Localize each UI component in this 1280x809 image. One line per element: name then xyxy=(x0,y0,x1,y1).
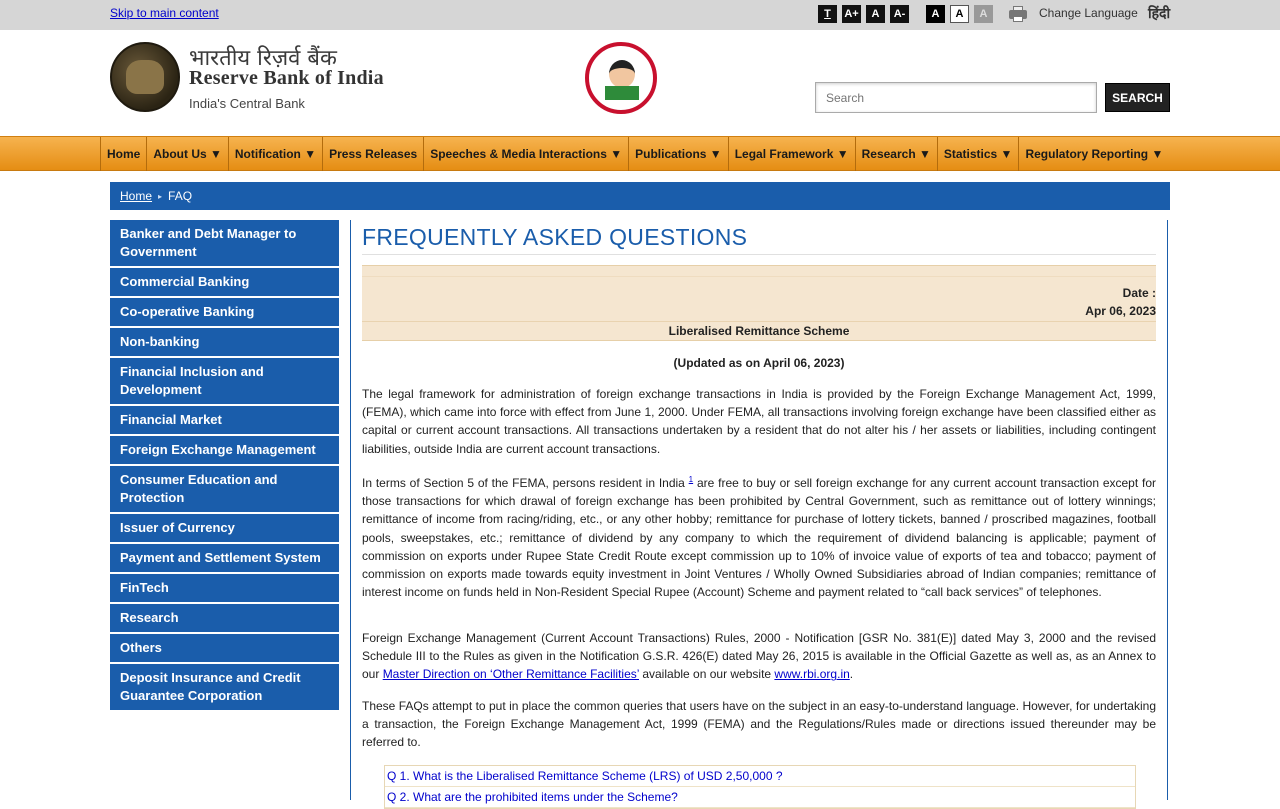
updated-note: (Updated as on April 06, 2023) xyxy=(673,356,845,370)
scheme-title: Liberalised Remittance Scheme xyxy=(668,324,850,338)
brand-tagline: India's Central Bank xyxy=(189,96,305,111)
font-decrease-button[interactable]: A- xyxy=(890,5,909,23)
nav-item-statistics[interactable]: Statistics ▼ xyxy=(937,137,1019,171)
sidebar-item-deposit-insurance[interactable]: Deposit Insurance and Credit Guarantee Corporation xyxy=(110,664,339,712)
faq-question-2-link[interactable]: Q 2. What are the prohibited items under the Scheme? xyxy=(385,787,1135,808)
nav-item-press-releases[interactable]: Press Releases xyxy=(322,137,423,171)
breadcrumb xyxy=(110,182,1170,210)
nav-item-speeches[interactable]: Speeches & Media Interactions ▼ xyxy=(423,137,628,171)
sidebar-item-financial-inclusion[interactable]: Financial Inclusion and Development xyxy=(110,358,339,406)
sidebar-item-non-banking[interactable]: Non-banking xyxy=(110,328,339,358)
sidebar-item-fintech[interactable]: FinTech xyxy=(110,574,339,604)
utility-bar xyxy=(0,0,1280,30)
print-icon[interactable] xyxy=(1008,5,1028,23)
skip-to-content-link[interactable]: Skip to main content xyxy=(110,6,219,20)
sidebar-item-commercial-banking[interactable]: Commercial Banking xyxy=(110,268,339,298)
beti-bachao-logo xyxy=(585,42,657,114)
contrast-white-button[interactable]: A xyxy=(950,5,969,23)
nav-item-publications[interactable]: Publications ▼ xyxy=(628,137,728,171)
sidebar-menu xyxy=(110,220,339,712)
sidebar-item-foreign-exchange[interactable]: Foreign Exchange Management xyxy=(110,436,339,466)
text-only-icon[interactable]: T xyxy=(818,5,837,23)
brand-name-hindi: भारतीय रिज़र्व बैंक xyxy=(189,46,337,71)
brand-name[interactable]: Reserve Bank of India xyxy=(189,67,384,89)
search-input[interactable] xyxy=(815,82,1097,113)
search-button[interactable]: SEARCH xyxy=(1105,83,1170,112)
intro-paragraph-3: Foreign Exchange Management (Current Account Transactions) Rules, 2000 - Notification [GSR No. 381(E)] dated May 3, 2000 and the revised Schedule III to the Rules as given in the Notification G.S.R. 426(E) dated May 26, 2015 is available in the Official Gazette as well as, as an Annex to our Master Direction on ‘Other Remittance Facilities’ available on our website www.rbi.org.in. xyxy=(362,631,1156,682)
intro-paragraph-2: In terms of Section 5 of the FEMA, persons resident in India $^1$ are free to buy or sell foreign exchange for any current account transaction except for those transactions for which drawal of foreign exchange has been prohibited by Central Government, such as remittance out of lottery winnings; remittance of income from racing/riding, etc., or any other hobby; remittance for purchase of lottery tickets, banned / proscribed magazines, football pools, sweepstakes, etc.; remittance of dividend by any company to which the requirement of dividend balancing is applicable; payment of commission on exports under Rupee State Credit Route except commission up to 10% of invoice value of exports of tea and tobacco; payment of commission on exports made towards equity investment in Joint Ventures / Wholly Owned Subsidiaries abroad of Indian companies; remittance of interest income on funds held in Non-Resident Special Rupee (Account) Scheme and payment related to “call back services” of telephones. xyxy=(362,475,1157,600)
title-divider xyxy=(362,254,1156,255)
faq-question-1-link[interactable]: Q 1. What is the Liberalised Remittance Scheme (LRS) of USD 2,50,000 ? xyxy=(385,766,1135,787)
sidebar-item-consumer-education[interactable]: Consumer Education and Protection xyxy=(110,466,339,514)
breadcrumb-current: FAQ xyxy=(168,189,193,203)
hindi-language-link[interactable]: हिंदी xyxy=(1148,5,1171,21)
sidebar-item-issuer-of-currency[interactable]: Issuer of Currency xyxy=(110,514,339,544)
sidebar-item-payment-settlement[interactable]: Payment and Settlement System xyxy=(110,544,339,574)
nav-item-about-us[interactable]: About Us ▼ xyxy=(146,137,228,171)
change-language-label: Change Language xyxy=(1039,6,1138,20)
intro-paragraph-4: These FAQs attempt to put in place the common queries that users have on the subject in an easy-to-understand language. However, for undertaking a transaction, the Foreign Exchange Management Act, 1999 (FEMA) and the Regulations/Rules made or directions issued thereunder may be referred to. xyxy=(362,699,1156,750)
nav-item-notification[interactable]: Notification ▼ xyxy=(228,137,322,171)
contrast-grey-button[interactable]: A xyxy=(974,5,993,23)
date-label: Date : xyxy=(1122,286,1156,300)
font-increase-button[interactable]: A+ xyxy=(842,5,861,23)
nav-item-legal-framework[interactable]: Legal Framework ▼ xyxy=(728,137,855,171)
sidebar-item-financial-market[interactable]: Financial Market xyxy=(110,406,339,436)
rbi-emblem-logo[interactable] xyxy=(110,42,180,112)
page-title: FREQUENTLY ASKED QUESTIONS xyxy=(362,224,748,250)
nav-item-home[interactable]: Home xyxy=(100,137,146,171)
sidebar-item-research[interactable]: Research xyxy=(110,604,339,634)
faq-question-list xyxy=(384,765,1136,809)
nav-item-regulatory-reporting[interactable]: Regulatory Reporting ▼ xyxy=(1018,137,1169,171)
accessibility-controls xyxy=(818,5,1028,23)
breadcrumb-home-link[interactable]: Home xyxy=(120,189,153,203)
master-direction-link[interactable]: Master Direction on ‘Other Remittance Facilities’ xyxy=(382,667,639,682)
faq-header-box xyxy=(362,265,1156,341)
intro-paragraph-1: The legal framework for administration of foreign exchange transactions in India is provided by the Foreign Exchange Management Act, 1999, (FEMA), which came into force with effect from June 1, 2000. Under FEMA, all transactions involving foreign exchange have been classified either as capital or current account transactions. All transactions undertaken by a resident that do not alter his / her assets or liabilities, including contingent liabilities, outside India are current account transactions. xyxy=(362,387,1156,456)
sidebar-item-others[interactable]: Others xyxy=(110,634,339,664)
sidebar-item-cooperative-banking[interactable]: Co-operative Banking xyxy=(110,298,339,328)
sidebar-item-banker-debt-manager[interactable]: Banker and Debt Manager to Government xyxy=(110,220,339,268)
breadcrumb-separator: ▸ xyxy=(158,191,163,201)
date-value: Apr 06, 2023 xyxy=(1085,304,1156,318)
site-header xyxy=(0,30,1280,136)
main-content xyxy=(350,220,1168,804)
nav-item-research[interactable]: Research ▼ xyxy=(855,137,937,171)
footnote-1-link[interactable]: 1 xyxy=(688,475,694,484)
contrast-black-button[interactable]: A xyxy=(926,5,945,23)
rbi-website-link[interactable]: www.rbi.org.in xyxy=(774,667,850,682)
font-normal-button[interactable]: A xyxy=(866,5,885,23)
main-nav xyxy=(0,136,1280,171)
